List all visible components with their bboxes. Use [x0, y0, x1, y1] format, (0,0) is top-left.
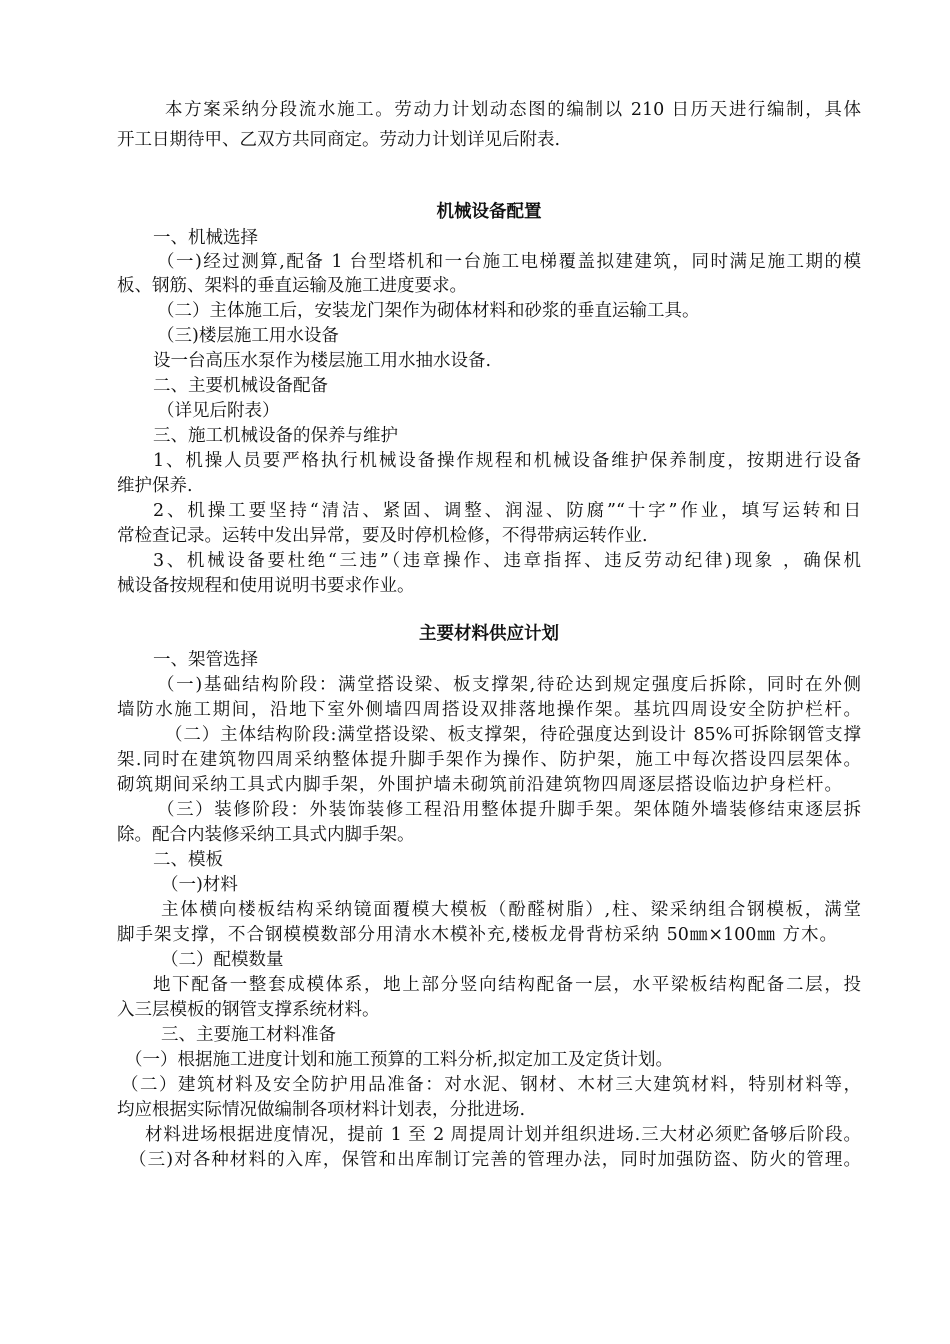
machinery-para-1a: （一)经过测算,配备 1 台型塔机和一台施工电梯覆盖拟建建筑，同时满足施工期的模 — [157, 252, 861, 272]
materials-para-c2b: 均应根据实际情况做编制各项材料计划表，分批进场. — [117, 1100, 526, 1120]
materials-para-a2b: 架.同时在建筑物四周采纳整体提升脚手架作为操作、防护架，施工中每次搭设四层架体。 — [117, 750, 861, 770]
materials-para-c4: （三)对各种材料的入库，保管和出库制订完善的管理办法，同时加强防盗、防火的管理。 — [129, 1150, 861, 1170]
materials-para-b2b: 入三层模板的钢管支撑系统材料。 — [117, 1000, 380, 1020]
machinery-item-3a: 3、机械设备要杜绝“三违”（违章操作、违章指挥、违反劳动纪律)现象 ，确保机 — [153, 551, 861, 571]
intro-line-1: 本方案采纳分段流水施工。劳动力计划动态图的编制以 210 日历天进行编制，具体 — [165, 100, 861, 120]
materials-para-b2a: 地下配备一整套成模体系，地上部分竖向结构配备一层，水平梁板结构配备二层，投 — [153, 975, 861, 995]
machinery-item-2a: 2、机操工要坚持“清洁、紧固、调整、润湿、防腐”“十字”作业，填写运转和日 — [153, 501, 861, 521]
materials-para-a1b: 墙防水施工期间，沿地下室外侧墙四周搭设双排落地操作架。基坑四周设安全防护栏杆。 — [117, 700, 861, 720]
materials-para-a3b: 除。配合内装修采纳工具式内脚手架。 — [117, 825, 415, 845]
materials-para-b1: （一)材料 — [161, 875, 238, 895]
materials-para-b2: （二）配模数量 — [161, 950, 284, 970]
machinery-para-5: （详见后附表） — [157, 401, 280, 421]
materials-para-a2a: （二）主体结构阶段:满堂搭设梁、板支撑架，待砼强度达到设计 85%可拆除钢管支撑 — [165, 725, 861, 745]
section-title-materials: 主要材料供应计划 — [419, 624, 559, 644]
machinery-para-3: （三)楼层施工用水设备 — [157, 326, 339, 346]
machinery-item-1b: 维护保养. — [117, 476, 193, 496]
machinery-para-2: （二）主体施工后，安装龙门架作为砌体材料和砂浆的垂直运输工具。 — [157, 301, 700, 321]
machinery-para-1b: 板、钢筋、架料的垂直运输及施工进度要求。 — [117, 276, 467, 296]
machinery-item-1a: 1、机操人员要严格执行机械设备操作规程和机械设备维护保养制度，按期进行设备 — [153, 451, 861, 471]
materials-para-b1b: 脚手架支撑，不合钢模模数部分用清水木模补充,楼板龙骨背枋采纳 50㎜×100㎜ 方木。 — [117, 925, 837, 945]
machinery-heading-1: 一、机械选择 — [153, 228, 258, 248]
materials-para-b1a: 主体横向楼板结构采纳镜面覆模大模板（酚醛树脂）,柱、梁采纳组合钢模板，满堂 — [161, 900, 861, 920]
machinery-item-3b: 械设备按规程和使用说明书要求作业。 — [117, 576, 415, 596]
materials-para-c1: （一）根据施工进度计划和施工预算的工料分析,拟定加工及定货计划。 — [125, 1050, 674, 1070]
intro-line-2: 开工日期待甲、乙双方共同商定。劳动力计划详见后附表. — [117, 130, 561, 150]
materials-para-a3a: （三）装修阶段：外装饰装修工程沿用整体提升脚手架。架体随外墙装修结束逐层拆 — [157, 800, 861, 820]
machinery-item-2b: 常检查记录。运转中发出异常，要及时停机检修，不得带病运转作业. — [117, 526, 648, 546]
machinery-para-4: 设一台高压水泵作为楼层施工用水抽水设备. — [153, 351, 492, 371]
machinery-heading-3: 三、施工机械设备的保养与维护 — [153, 426, 398, 446]
machinery-heading-2: 二、主要机械设备配备 — [153, 376, 328, 396]
materials-heading-1: 一、架管选择 — [153, 650, 258, 670]
materials-para-c3: 材料进场根据进度情况，提前 1 至 2 周提周计划并组织进场.三大材必须贮备够后阶段。 — [145, 1125, 861, 1145]
materials-heading-2: 二、模板 — [153, 850, 223, 870]
section-title-machinery: 机械设备配置 — [436, 202, 542, 222]
materials-para-a2c: 砌筑期间采纳工具式内脚手架，外围护墙未砌筑前沿建筑物四周逐层搭设临边护身栏杆。 — [117, 775, 842, 795]
materials-heading-3: 三、主要施工材料准备 — [161, 1025, 336, 1045]
materials-para-a1a: （一)基础结构阶段：满堂搭设梁、板支撑架,待砼达到规定强度后拆除，同时在外侧 — [157, 675, 861, 695]
materials-para-c2a: （二）建筑材料及安全防护用品准备：对水泥、钢材、木材三大建筑材料，特别材料等， — [121, 1075, 861, 1095]
